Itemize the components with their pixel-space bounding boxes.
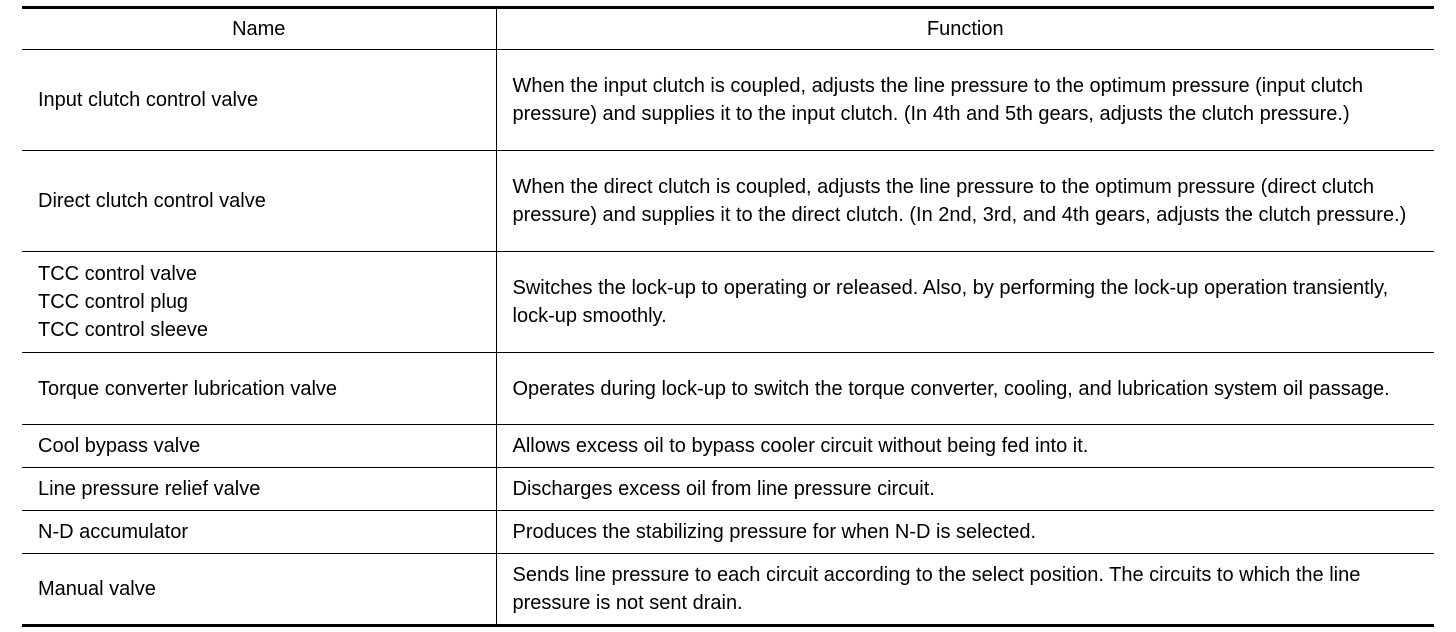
table-header-row [22,8,1434,50]
valve-name: TCC control sleeve [38,319,209,341]
table-row [22,554,1434,626]
valve-name: TCC control plug [38,291,189,313]
function-cell: Allows excess oil to bypass cooler circuit without being fed into it. [496,425,1434,468]
table-row [22,468,1434,511]
function-cell: Operates during lock-up to switch the torque converter, cooling, and lubrication system oil passage. [496,353,1434,425]
table-row [22,252,1434,353]
valve-function-table [22,6,1434,627]
name-cell [22,252,496,353]
table-row [22,151,1434,252]
name-cell [22,468,496,511]
valve-name: Input clutch control valve [38,89,259,111]
valve-function-table-container [22,6,1434,627]
name-cell [22,511,496,554]
valve-name: Manual valve [38,578,156,600]
table-row [22,50,1434,151]
table-row [22,511,1434,554]
valve-name: Direct clutch control valve [38,190,266,212]
table-row [22,353,1434,425]
valve-name: Torque converter lubrication valve [38,377,338,400]
valve-name: N-D accumulator [38,521,189,543]
valve-name: Cool bypass valve [38,435,201,457]
function-cell: When the direct clutch is coupled, adjusts the line pressure to the optimum pressure (direct clutch pressure) and supplies it to the direct clutch. (In 2nd, 3rd, and 4th gears, adjusts the clutch pressure.) [496,151,1434,252]
name-cell [22,151,496,252]
column-header-name: Name [22,8,496,50]
name-cell [22,425,496,468]
name-cell [22,353,496,425]
name-cell [22,50,496,151]
function-cell: Switches the lock-up to operating or released. Also, by performing the lock-up operation transiently, lock-up smoothly. [496,252,1434,353]
valve-name: TCC control valve [38,263,197,285]
function-cell: When the input clutch is coupled, adjusts the line pressure to the optimum pressure (input clutch pressure) and supplies it to the input clutch. (In 4th and 5th gears, adjusts the clutch pressure.) [496,50,1434,151]
table-row [22,425,1434,468]
column-header-function: Function [496,8,1434,50]
valve-name: Line pressure relief valve [38,478,261,500]
function-cell: Sends line pressure to each circuit according to the select position. The circuits to which the line pressure is not sent drain. [496,554,1434,626]
function-cell: Produces the stabilizing pressure for when N-D is selected. [496,511,1434,554]
function-cell: Discharges excess oil from line pressure circuit. [496,468,1434,511]
name-cell [22,554,496,626]
